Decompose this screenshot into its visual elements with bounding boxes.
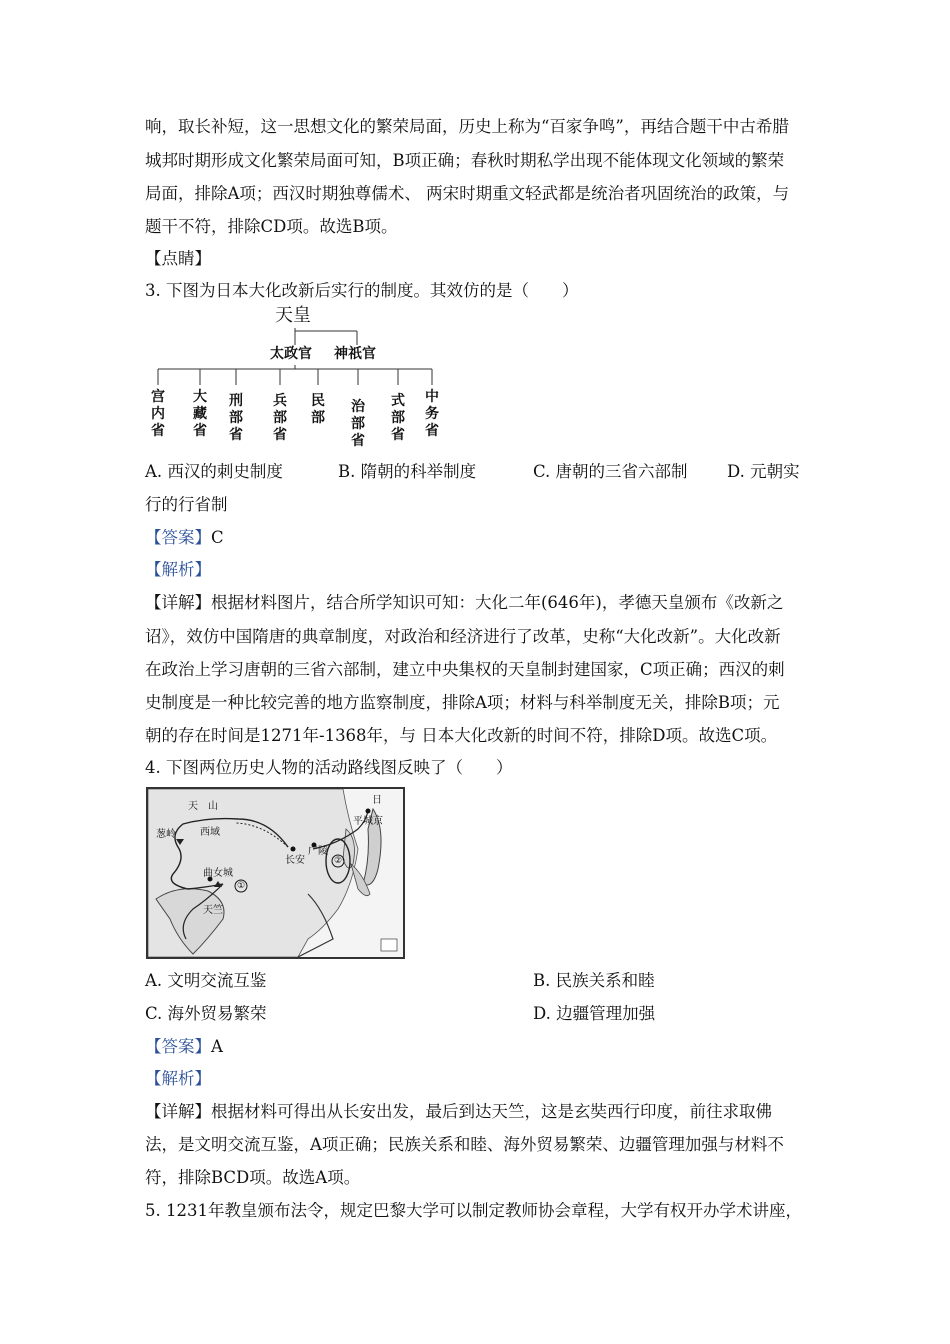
org-ministry: 大藏省 [193,389,207,439]
map-route-2: ② [334,856,343,866]
org-ministry: 中务省 [425,389,439,439]
q3-option-d: D. 元朝实 [727,462,800,481]
question-3-stem: 3. 下图为日本大化改新后实行的制度。其效仿的是（ ） [145,281,579,300]
org-ministry: 刑部省 [229,393,243,443]
question-4-stem: 4. 下图两位历史人物的活动路线图反映了（ ） [145,758,513,777]
question-5-stem: 5. 1231年教皇颁布法令，规定巴黎大学可以制定教师协会章程，大学有权开办学术讲座， [145,1201,802,1220]
org-ministry: 式部省 [391,393,405,443]
q3-detail-line: 史制度是一种比较完善的地方监察制度，排除A项；材料与科举制度无关，排除B项；元 [145,693,780,712]
q4-detail-line [145,1101,772,1123]
answer-value: A [211,1037,223,1056]
answer-label: 【答案】 [145,528,211,547]
q3-option-c: C. 唐朝的三省六部制 [533,462,688,481]
q3-option-d-cont: 行的行省制 [145,495,228,514]
q4-option-c: C. 海外贸易繁荣 [145,1004,267,1023]
map-label-tianzhu: 天竺 [203,905,223,916]
org-ministry: 宫内省 [151,389,165,439]
map-label-quny: 曲女城 [203,868,233,879]
map-label-pingcheng: 平城京 [353,816,383,827]
text-line: 题干不符，排除CD项。故选B项。 [145,217,398,236]
map-label-xiyu: 西域 [200,827,220,838]
text-line: 城邦时期形成文化繁荣局面可知，B项正确；春秋时期私学出现不能体现文化领域的繁荣 [145,151,785,170]
org-ministry: 兵部省 [273,393,287,443]
route-map [146,787,405,959]
detail-label: 【详解】 [145,593,211,612]
text-line: 响，取长补短，这一思想文化的繁荣局面，历史上称为“百家争鸣”，再结合题干中古希腊 [145,117,789,136]
q3-detail-line: 在政治上学习唐朝的三省六部制，建立中央集权的天皇制封建国家，C项正确；西汉的刺 [145,660,785,679]
org-dajokan: 太政官 [270,346,312,362]
q3-option-b: B. 隋朝的科举制度 [338,462,477,481]
map-label-congling: 葱岭 [156,829,176,840]
org-ministry: 治部省 [351,399,365,449]
q4-answer [145,1036,223,1058]
q3-answer [145,527,224,549]
org-top-emperor: 天皇 [275,305,311,326]
q3-detail-line: 朝的存在时间是1271年-1368年，与 日本大化改新的时间不符，排除D项。故选C项。 [145,726,778,745]
q3-detail-line [145,592,783,614]
detail-text: 根据材料图片，结合所学知识可知：大化二年(646年)，孝德天皇颁布《改新之 [211,593,784,612]
map-route-1: ① [237,881,246,891]
map-label-guangling: 广陵 [308,846,328,857]
map-label-changan: 长安 [285,855,305,866]
org-ministry: 民部 [311,393,325,426]
org-chart [140,305,450,455]
answer-value: C [211,528,224,547]
q4-option-b: B. 民族关系和睦 [533,971,655,990]
q4-option-d: D. 边疆管理加强 [533,1004,656,1023]
q4-option-a: A. 文明交流互鉴 [145,971,267,990]
detail-label: 【详解】 [145,1102,211,1121]
q4-detail-line: 法，是文明交流互鉴，A项正确；民族关系和睦、海外贸易繁荣、边疆管理加强与材料不 [145,1135,784,1154]
answer-label: 【答案】 [145,1037,211,1056]
route-map-drawing [148,789,403,957]
q3-detail-line: 诏》，效仿中国隋唐的典章制度，对政治和经济进行了改革，史称“大化改新”。大化改新 [145,627,781,646]
map-label-ri: 日 [372,795,382,806]
detail-text: 根据材料可得出从长安出发，最后到达天竺，这是玄奘西行印度，前往求取佛 [211,1102,772,1121]
q3-analysis-label: 【解析】 [145,560,211,579]
q4-analysis-label: 【解析】 [145,1069,211,1088]
org-jingikan: 神祇官 [334,346,376,362]
q4-detail-line: 符，排除BCD项。故选A项。 [145,1168,361,1187]
map-label-tianshan: 天 山 [188,801,218,812]
text-line: 局面，排除A项；西汉时期独尊儒术、 两宋时期重文轻武都是统治者巩固统治的政策，与 [145,184,790,203]
q3-option-a: A. 西汉的刺史制度 [145,462,283,481]
dianjing-label: 【点睛】 [145,249,211,268]
